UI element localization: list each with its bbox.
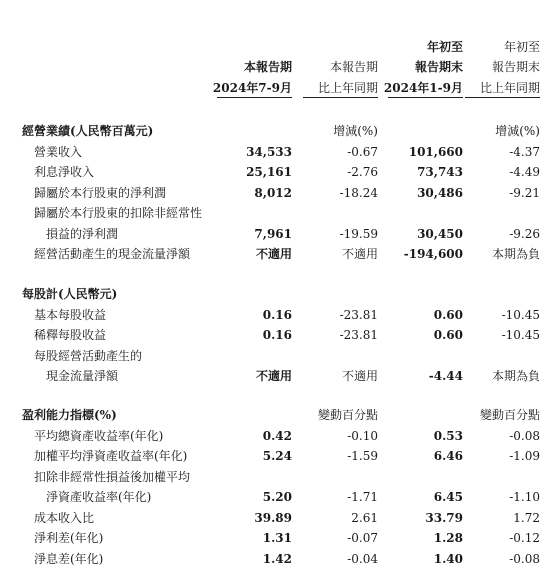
row-value-v1: 1.42 [262, 551, 292, 566]
row-value-v3: 101,660 [408, 144, 463, 159]
row-value-v2: -0.07 [347, 531, 378, 545]
row-value-v1: 不適用 [255, 247, 292, 261]
section-col4-header: 變動百分點 [479, 408, 540, 422]
header-col3-line2: 報告期末 [414, 60, 463, 74]
row-label: 淨資產收益率(年化) [46, 490, 152, 504]
row-value-v1: 5.24 [262, 449, 292, 463]
row-value-v3: 1.28 [433, 531, 463, 545]
row-value-v2: -23.81 [339, 307, 378, 322]
row-value-v4: -0.08 [509, 551, 540, 566]
header-col1-line2: 本報告期 [243, 60, 292, 74]
row-value-v4: -1.09 [509, 449, 540, 463]
row-label: 營業收入 [34, 144, 83, 159]
row-value-v3: 6.46 [433, 449, 463, 463]
row-label: 損益的淨利潤 [46, 226, 119, 241]
row-value-v2: -18.24 [339, 185, 378, 200]
row-label: 每股經營活動產生的 [34, 348, 143, 363]
row-value-v1: 0.16 [262, 328, 292, 342]
row-value-v2: -0.04 [347, 551, 378, 566]
row-value-v1: 0.42 [262, 428, 292, 443]
row-value-v1: 8,012 [254, 185, 292, 200]
row-value-v3: 73,743 [417, 165, 463, 179]
row-value-v4: -0.08 [509, 428, 540, 443]
row-label: 現金流量淨額 [46, 369, 119, 383]
row-value-v2: -0.67 [347, 144, 378, 159]
row-label: 扣除非經常性損益後加權平均 [34, 469, 191, 484]
row-label: 經營活動產生的現金流量淨額 [34, 247, 191, 261]
row-label: 稀釋每股收益 [34, 328, 107, 342]
row-value-v1: 25,161 [246, 165, 292, 179]
header-underline [217, 97, 292, 98]
header-underline [388, 97, 463, 98]
row-label: 平均總資產收益率(年化) [34, 428, 164, 443]
header-col4-line2: 報告期末 [491, 60, 540, 74]
row-value-v3: 30,486 [417, 185, 463, 200]
section-title: 盈利能力指標(%) [22, 408, 117, 422]
row-value-v4: -4.49 [509, 165, 540, 179]
row-label: 淨息差(年化) [34, 551, 104, 566]
row-value-v2: 2.61 [351, 510, 378, 525]
row-value-v2: 不適用 [341, 369, 378, 383]
row-value-v3: 0.60 [433, 307, 463, 322]
row-value-v4: 本期為負 [491, 247, 540, 261]
row-value-v1: 5.20 [262, 490, 292, 504]
row-value-v4: 本期為負 [491, 369, 540, 383]
row-value-v3: 0.60 [433, 328, 463, 342]
row-label: 加權平均淨資產收益率(年化) [34, 449, 188, 463]
row-value-v2: -1.59 [347, 449, 378, 463]
row-value-v1: 39.89 [254, 510, 292, 525]
row-value-v1: 0.16 [262, 307, 292, 322]
section-title: 每股計(人民幣元) [22, 287, 118, 301]
row-value-v2: -23.81 [339, 328, 378, 342]
row-value-v4: -10.45 [501, 307, 540, 322]
row-label: 基本每股收益 [34, 307, 107, 322]
row-label: 歸屬於本行股東的淨利潤 [34, 185, 167, 200]
header-col2-line3: 比上年同期 [317, 81, 378, 95]
row-value-v1: 34,533 [246, 144, 292, 159]
header-col4-line1: 年初至 [503, 40, 540, 54]
row-label: 利息淨收入 [34, 165, 95, 179]
row-value-v2: -19.59 [339, 226, 378, 241]
row-value-v4: 1.72 [513, 510, 540, 525]
row-value-v3: -4.44 [428, 369, 463, 383]
row-value-v2: 不適用 [341, 247, 378, 261]
row-value-v2: -1.71 [347, 490, 378, 504]
row-value-v4: -4.37 [509, 144, 540, 159]
row-value-v2: -0.10 [347, 428, 378, 443]
row-value-v4: -9.21 [509, 185, 540, 200]
header-underline [303, 97, 378, 98]
row-label: 成本收入比 [34, 510, 95, 525]
row-value-v3: 1.40 [433, 551, 463, 566]
row-value-v2: -2.76 [347, 165, 378, 179]
header-underline [465, 97, 540, 98]
row-label: 淨利差(年化) [34, 531, 104, 545]
section-col2-header: 變動百分點 [317, 408, 378, 422]
row-value-v4: -9.26 [509, 226, 540, 241]
row-value-v4: -10.45 [501, 328, 540, 342]
row-value-v3: -194,600 [403, 247, 463, 261]
section-col4-header: 增減(%) [495, 124, 540, 138]
row-value-v4: -0.12 [509, 531, 540, 545]
row-value-v3: 6.45 [433, 490, 463, 504]
header-col1-line3: 2024年7-9月 [212, 81, 292, 95]
row-value-v3: 33.79 [425, 510, 463, 525]
row-value-v4: -1.10 [509, 490, 540, 504]
header-col4-line3: 比上年同期 [479, 81, 540, 95]
header-col2-line2: 本報告期 [329, 60, 378, 74]
row-value-v1: 7,961 [254, 226, 292, 241]
section-title: 經營業績(人民幣百萬元) [22, 124, 154, 138]
row-value-v1: 不適用 [255, 369, 292, 383]
row-value-v1: 1.31 [262, 531, 292, 545]
row-value-v3: 0.53 [433, 428, 463, 443]
row-value-v3: 30,450 [417, 226, 463, 241]
section-col2-header: 增減(%) [333, 124, 378, 138]
row-label: 歸屬於本行股東的扣除非經常性 [34, 206, 203, 220]
header-col3-line3: 2024年1-9月 [383, 81, 463, 95]
header-col3-line1: 年初至 [426, 40, 463, 54]
